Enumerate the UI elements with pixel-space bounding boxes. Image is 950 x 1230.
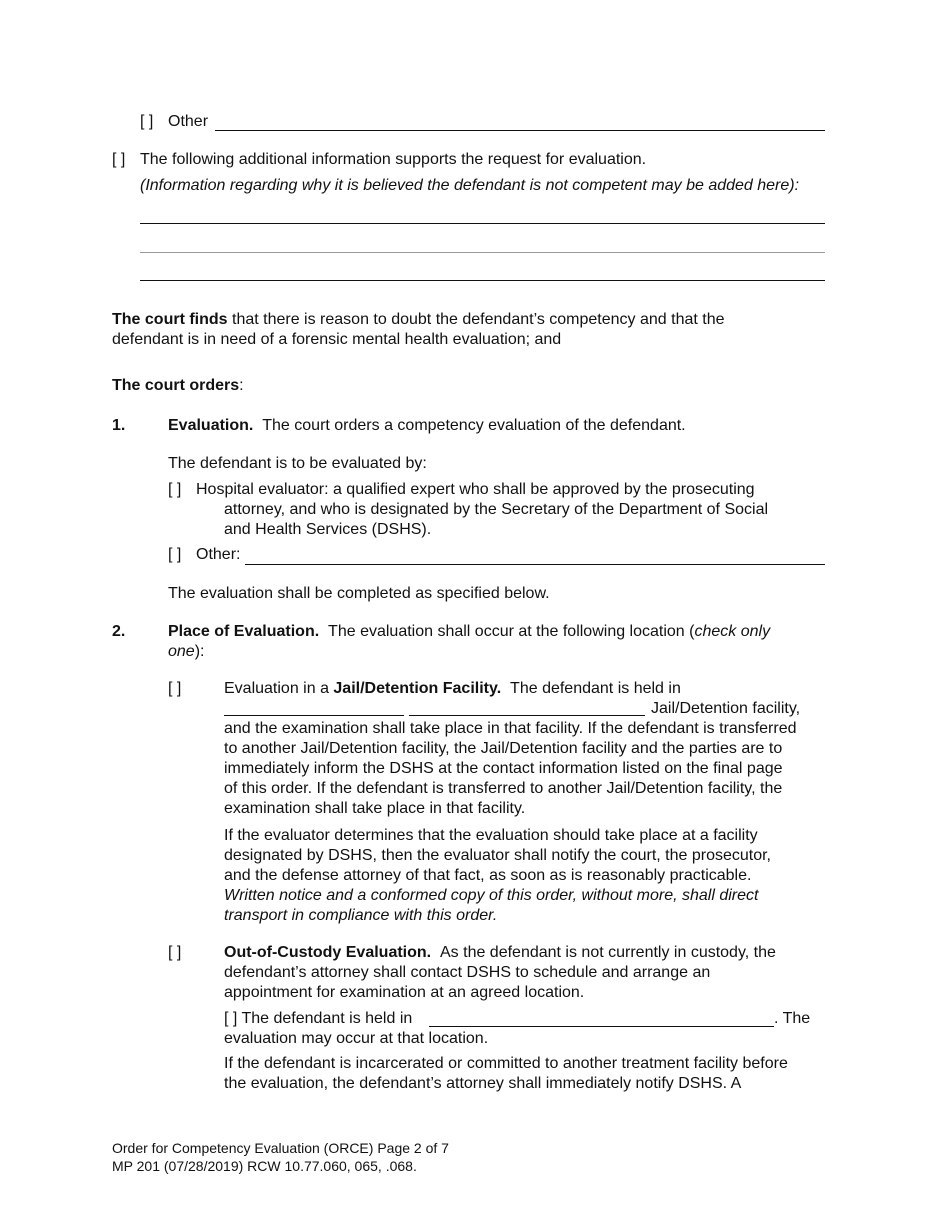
jail-line: of this order. If the defendant is transferred to another Jail/Detention facility, the: [224, 780, 783, 797]
other-evaluator-label: Other:: [196, 546, 241, 563]
paren-end: ):: [194, 643, 205, 660]
additional-info-text: The following additional information supports the request for evaluation.: [140, 151, 647, 168]
checkbox-additional[interactable]: [ ]: [112, 151, 126, 168]
findings-text: that there is reason to doubt the defendant’s competency and that the: [227, 311, 725, 328]
section-2-heading-line2: [168, 642, 204, 662]
hospital-evaluator-line1: Hospital evaluator: a qualified expert who shall be approved by the prosecuting: [196, 481, 755, 498]
evaluator-paragraph-line: designated by DSHS, then the evaluator shall notify the court, the prosecutor,: [224, 847, 771, 864]
court-finds-heading: The court finds: [112, 311, 228, 328]
completed-text: The evaluation shall be completed as specified below.: [168, 585, 550, 602]
other-evaluator-line[interactable]: [245, 564, 825, 565]
custody-line: As the defendant is not currently in custody, the: [440, 944, 776, 961]
jail-heading: [224, 679, 681, 699]
jail-facility-suffix: Jail/Detention facility,: [651, 700, 801, 717]
jail-line: examination shall take place in that facility.: [224, 800, 526, 817]
jail-name-field-2[interactable]: [409, 715, 645, 716]
custody-heading: [224, 943, 776, 963]
colon: :: [239, 377, 244, 394]
section-1-text: The court orders a competency evaluation of the defendant.: [262, 417, 686, 434]
checkbox-other[interactable]: [ ]: [140, 113, 154, 130]
checkbox-hospital-evaluator[interactable]: [ ]: [168, 481, 182, 498]
info-line-1[interactable]: [140, 223, 825, 224]
custody-line: defendant’s attorney shall contact DSHS to schedule and arrange an: [224, 964, 711, 981]
hospital-evaluator-line2: attorney, and who is designated by the Secretary of the Department of Social: [224, 501, 769, 518]
one: one: [168, 643, 195, 660]
section-1-title: Evaluation.: [168, 417, 254, 434]
custody-title: Out-of-Custody Evaluation.: [224, 944, 432, 961]
additional-info-hint: (Information regarding why it is believed the defendant is not competent may be added here):: [140, 177, 800, 194]
hospital-evaluator-line3: and Health Services (DSHS).: [224, 521, 432, 538]
footer-line1: Order for Competency Evaluation (ORCE) Page 2 of 7: [112, 1140, 449, 1156]
evaluator-paragraph-line: If the evaluator determines that the evaluation should take place at a facility: [224, 827, 758, 844]
info-line-2[interactable]: [140, 252, 825, 253]
footer-line2: MP 201 (07/28/2019) RCW 10.77.060, 065, .068.: [112, 1158, 417, 1174]
incarcerated-line: the evaluation, the defendant’s attorney shall immediately notify DSHS. A: [224, 1075, 742, 1092]
jail-title: Jail/Detention Facility.: [333, 680, 502, 697]
incarcerated-line: If the defendant is incarcerated or committed to another treatment facility before: [224, 1055, 788, 1072]
section-1-heading: [168, 416, 686, 436]
jail-name-field-1[interactable]: [224, 715, 404, 716]
court-orders-bold: The court orders: [112, 377, 240, 394]
written-notice-line: Written notice and a conformed copy of this order, without more, shall direct: [224, 887, 759, 904]
jail-post: The defendant is held in: [510, 680, 681, 697]
court-orders-heading: [112, 376, 244, 396]
other-label: Other: [168, 113, 209, 130]
jail-line: to another Jail/Detention facility, the Jail/Detention facility and the parties are to: [224, 740, 783, 757]
written-notice-line: transport in compliance with this order.: [224, 907, 498, 924]
section-2-heading: [168, 622, 770, 642]
section-2-text: The evaluation shall occur at the following location (: [328, 623, 695, 640]
court-findings-line2: defendant is in need of a forensic mental health evaluation; and: [112, 331, 562, 348]
jail-pre: Evaluation in a: [224, 680, 334, 697]
section-2-number: 2.: [112, 623, 126, 640]
checkbox-other-evaluator[interactable]: [ ]: [168, 546, 182, 563]
info-line-3[interactable]: [140, 280, 825, 281]
custody-line: appointment for examination at an agreed location.: [224, 984, 585, 1001]
other-field-line[interactable]: [215, 130, 825, 131]
held-in-checkbox-label[interactable]: [ ] The defendant is held in: [224, 1010, 413, 1027]
checkbox-jail[interactable]: [ ]: [168, 680, 182, 697]
evaluator-paragraph-line: and the defense attorney of that fact, as soon as is reasonably practicable.: [224, 867, 752, 884]
held-in-line2: evaluation may occur at that location.: [224, 1030, 489, 1047]
court-findings-line1: [112, 310, 725, 330]
held-in-suffix: . The: [774, 1010, 811, 1027]
checkbox-out-of-custody[interactable]: [ ]: [168, 944, 182, 961]
held-in-field[interactable]: [429, 1026, 774, 1027]
section-1-number: 1.: [112, 417, 126, 434]
check-only: check only: [694, 623, 771, 640]
evaluated-by: The defendant is to be evaluated by:: [168, 455, 427, 472]
jail-line: and the examination shall take place in that facility. If the defendant is transferred: [224, 720, 797, 737]
jail-line: immediately inform the DSHS at the contact information listed on the final page: [224, 760, 783, 777]
section-2-title: Place of Evaluation.: [168, 623, 320, 640]
